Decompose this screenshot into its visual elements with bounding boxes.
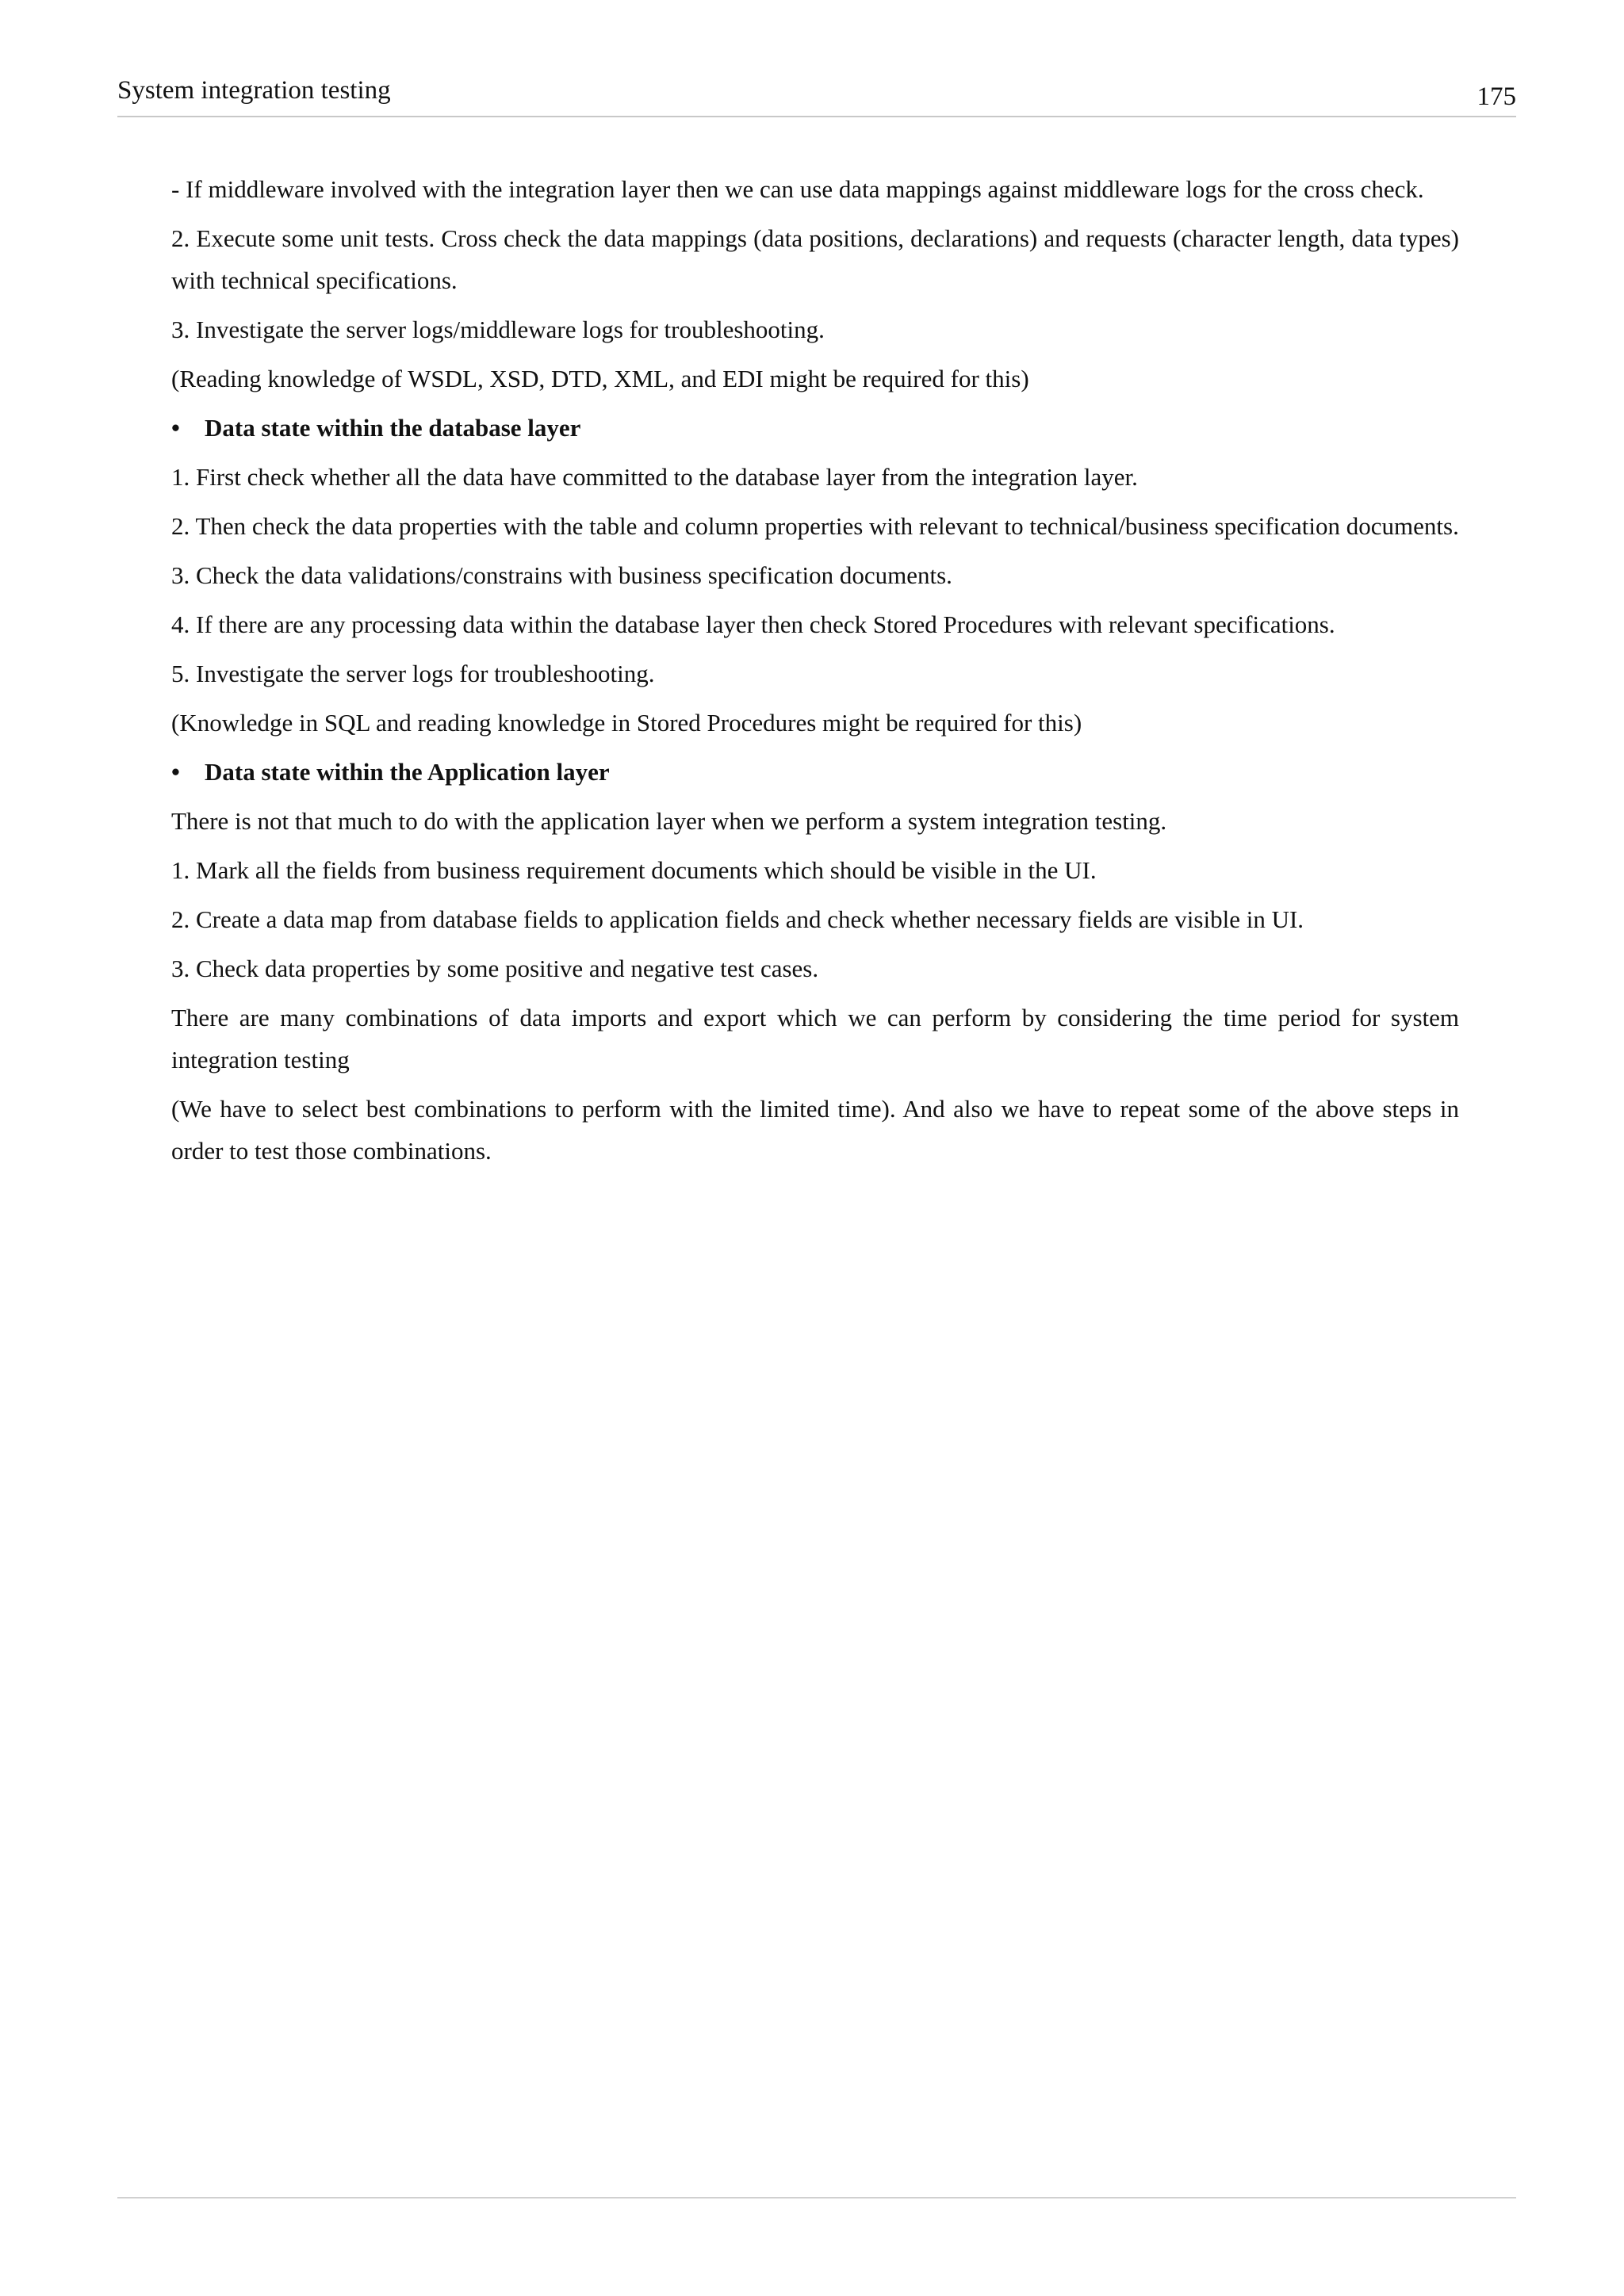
- page-number: 175: [1477, 82, 1516, 111]
- paragraph-mark-visible-fields: 1. Mark all the fields from business requirement documents which should be visible in the UI.: [171, 856, 1097, 884]
- running-header: [117, 78, 1516, 117]
- bullet-mark: •: [171, 414, 180, 442]
- paragraph-data-combinations: There are many combinations of data imports and export which we can perform by considering the time period for system integration testing: [171, 1004, 1459, 1073]
- bullet-heading-database-layer: [171, 407, 1459, 449]
- paragraph-check-test-cases: 3. Check data properties by some positive and negative test cases.: [171, 955, 819, 982]
- paragraph-check-data-properties: 2. Then check the data properties with the table and column properties with relevant to technical/business specification documents.: [171, 512, 1459, 540]
- bullet-heading-application-layer: [171, 751, 1459, 793]
- paragraph-middleware-cross-check: - If middleware involved with the integration layer then we can use data mappings against middleware logs for the cross check.: [171, 175, 1424, 203]
- bullet-mark: •: [171, 758, 180, 786]
- bullet-heading-text: Data state within the Application layer: [205, 758, 610, 786]
- paragraph-execute-unit-tests: 2. Execute some unit tests. Cross check the data mappings (data positions, declarations) and requests (character length, data types) with technical specifications.: [171, 224, 1459, 294]
- paragraph-investigate-server-middleware-logs: 3. Investigate the server logs/middleware logs for troubleshooting.: [171, 316, 825, 343]
- paragraph-check-stored-procedures: 4. If there are any processing data within the database layer then check Stored Procedures with relevant specifications.: [171, 610, 1335, 638]
- page-content: [171, 168, 1459, 1179]
- paragraph-investigate-server-logs: 5. Investigate the server logs for troubleshooting.: [171, 660, 655, 687]
- footer-rule: [117, 2197, 1516, 2198]
- paragraph-reading-knowledge-note: (Reading knowledge of WSDL, XSD, DTD, XML, and EDI might be required for this): [171, 365, 1029, 392]
- running-title: System integration testing: [117, 76, 391, 105]
- paragraph-create-data-map: 2. Create a data map from database fields to application fields and check whether necessary fields are visible in UI.: [171, 905, 1304, 933]
- bullet-heading-text: Data state within the database layer: [205, 414, 581, 442]
- paragraph-check-data-validations: 3. Check the data validations/constrains with business specification documents.: [171, 561, 952, 589]
- paragraph-select-combinations: (We have to select best combinations to perform with the limited time). And also we have to repeat some of the above steps in order to test those combinations.: [171, 1095, 1459, 1165]
- paragraph-sql-knowledge-note: (Knowledge in SQL and reading knowledge in Stored Procedures might be required for this): [171, 709, 1082, 737]
- paragraph-application-layer-intro: There is not that much to do with the application layer when we perform a system integration testing.: [171, 807, 1167, 835]
- paragraph-check-data-committed: 1. First check whether all the data have committed to the database layer from the integration layer.: [171, 463, 1138, 491]
